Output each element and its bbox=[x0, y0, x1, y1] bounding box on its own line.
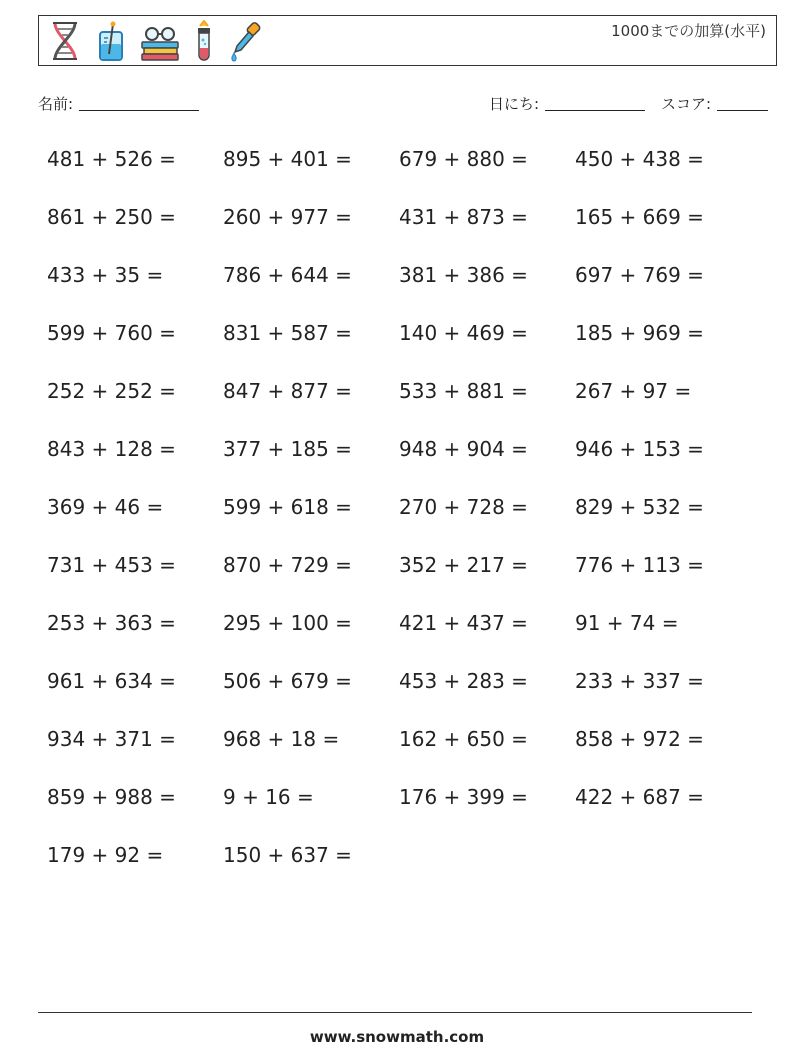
worksheet-header bbox=[38, 15, 777, 66]
problem-item: 895 + 401 = bbox=[223, 147, 352, 171]
score-label: スコア: bbox=[661, 95, 712, 113]
problem-item: 176 + 399 = bbox=[399, 785, 528, 809]
problem-item: 377 + 185 = bbox=[223, 437, 352, 461]
books-glasses-icon bbox=[139, 20, 181, 62]
score-blank[interactable] bbox=[717, 109, 768, 111]
problem-item: 599 + 760 = bbox=[47, 321, 176, 345]
problem-item: 267 + 97 = bbox=[575, 379, 692, 403]
problem-item: 150 + 637 = bbox=[223, 843, 352, 867]
problem-grid bbox=[47, 144, 757, 898]
problem-item: 162 + 650 = bbox=[399, 727, 528, 751]
footer-url: www.snowmath.com bbox=[309, 1028, 485, 1046]
problem-item: 270 + 728 = bbox=[399, 495, 528, 519]
problem-item: 295 + 100 = bbox=[223, 611, 352, 635]
date-label: 日にち: bbox=[489, 95, 540, 113]
problem-item: 858 + 972 = bbox=[575, 727, 704, 751]
problem-item: 252 + 252 = bbox=[47, 379, 176, 403]
problem-item: 431 + 873 = bbox=[399, 205, 528, 229]
problem-item: 179 + 92 = bbox=[47, 843, 164, 867]
problem-item: 140 + 469 = bbox=[399, 321, 528, 345]
problem-item: 381 + 386 = bbox=[399, 263, 528, 287]
problem-item: 421 + 437 = bbox=[399, 611, 528, 635]
problem-item: 861 + 250 = bbox=[47, 205, 176, 229]
problem-item: 91 + 74 = bbox=[575, 611, 679, 635]
problem-item: 786 + 644 = bbox=[223, 263, 352, 287]
problem-item: 859 + 988 = bbox=[47, 785, 176, 809]
problem-item: 829 + 532 = bbox=[575, 495, 704, 519]
problem-item: 453 + 283 = bbox=[399, 669, 528, 693]
problem-item: 843 + 128 = bbox=[47, 437, 176, 461]
problem-item: 260 + 977 = bbox=[223, 205, 352, 229]
problem-item: 946 + 153 = bbox=[575, 437, 704, 461]
date-blank[interactable] bbox=[545, 109, 645, 111]
problem-item: 433 + 35 = bbox=[47, 263, 164, 287]
problem-item: 233 + 337 = bbox=[575, 669, 704, 693]
problem-item: 934 + 371 = bbox=[47, 727, 176, 751]
problem-item: 831 + 587 = bbox=[223, 321, 352, 345]
problem-item: 533 + 881 = bbox=[399, 379, 528, 403]
problem-item: 352 + 217 = bbox=[399, 553, 528, 577]
worksheet-title: 1000までの加算(水平) bbox=[611, 22, 766, 40]
problem-item: 847 + 877 = bbox=[223, 379, 352, 403]
problem-item: 968 + 18 = bbox=[223, 727, 340, 751]
beaker-icon bbox=[93, 20, 129, 62]
problem-item: 679 + 880 = bbox=[399, 147, 528, 171]
problem-item: 599 + 618 = bbox=[223, 495, 352, 519]
dropper-icon bbox=[227, 20, 263, 62]
problem-item: 731 + 453 = bbox=[47, 553, 176, 577]
problem-item: 961 + 634 = bbox=[47, 669, 176, 693]
date-field bbox=[489, 93, 645, 114]
problem-item: 369 + 46 = bbox=[47, 495, 164, 519]
problem-item: 253 + 363 = bbox=[47, 611, 176, 635]
problem-item: 776 + 113 = bbox=[575, 553, 704, 577]
test-tube-icon bbox=[191, 20, 217, 62]
problem-item: 697 + 769 = bbox=[575, 263, 704, 287]
footer-divider bbox=[38, 1012, 752, 1013]
problem-item: 948 + 904 = bbox=[399, 437, 528, 461]
problem-item: 870 + 729 = bbox=[223, 553, 352, 577]
problem-item: 481 + 526 = bbox=[47, 147, 176, 171]
problem-item: 185 + 969 = bbox=[575, 321, 704, 345]
dna-icon bbox=[47, 20, 83, 62]
problem-item: 9 + 16 = bbox=[223, 785, 314, 809]
header-icons bbox=[47, 19, 263, 63]
problem-item: 506 + 679 = bbox=[223, 669, 352, 693]
name-label: 名前: bbox=[38, 95, 74, 113]
score-field bbox=[661, 93, 768, 114]
name-field bbox=[38, 93, 199, 114]
problem-item: 165 + 669 = bbox=[575, 205, 704, 229]
problem-item: 450 + 438 = bbox=[575, 147, 704, 171]
name-blank[interactable] bbox=[79, 109, 199, 111]
problem-item: 422 + 687 = bbox=[575, 785, 704, 809]
